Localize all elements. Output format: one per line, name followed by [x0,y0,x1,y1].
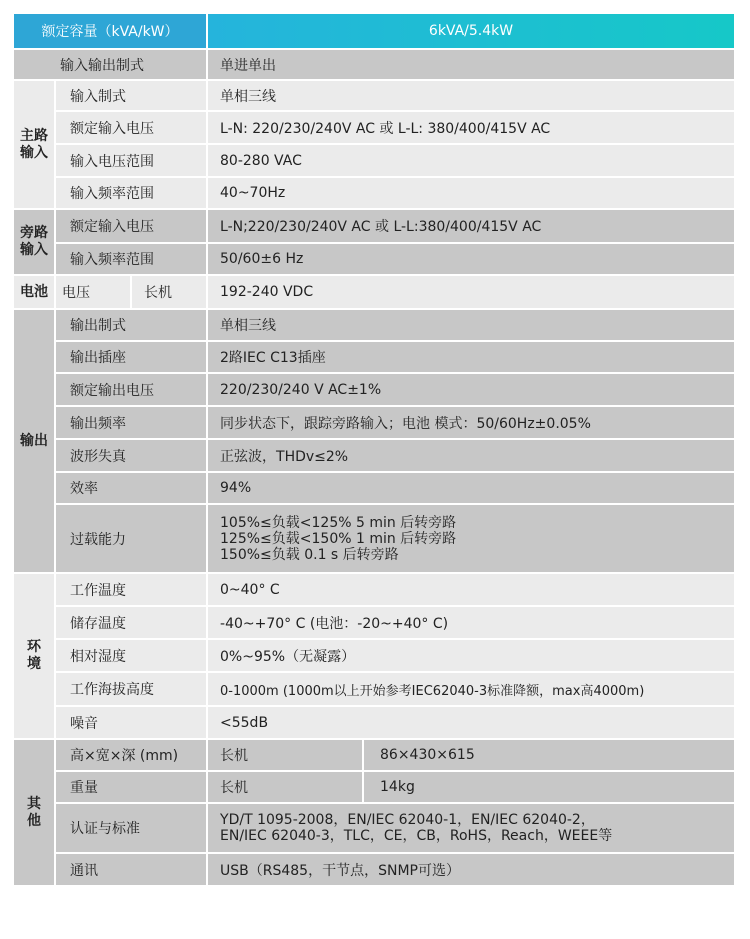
spec-value: 220/230/240 V AC±1% [208,374,734,407]
other-group [14,740,56,887]
spec-value: 正弦波，THDv≤2% [208,440,734,473]
table-row [14,178,734,210]
spec-label: 额定输入电压 [56,210,208,244]
bypass-input-group-label: 旁路输入 [20,225,48,258]
spec-label: 重量 [56,772,208,804]
spec-label: 噪音 [56,707,208,740]
spec-label: 工作海拔高度 [56,673,208,707]
spec-value: 2路IEC C13插座 [208,342,734,374]
spec-value: <55dB [208,707,734,740]
table-row [14,244,734,276]
spec-label: 高×宽×深 (mm) [56,740,208,772]
table-row [14,145,734,178]
table-row [14,81,734,112]
spec-value: 86×430×615 [364,740,734,772]
spec-label: 效率 [56,473,208,505]
spec-value: 单相三线 [208,310,734,342]
table-row [14,772,734,804]
table-row [14,673,734,707]
certification-line: EN/IEC 62040-3，TLC，CE，CB，RoHS，Reach，WEEE等 [220,828,613,844]
spec-label: 输出制式 [56,310,208,342]
overload-value [208,505,734,574]
spec-label: 额定输入电压 [56,112,208,145]
spec-value: 40~70Hz [208,178,734,210]
table-row [14,112,734,145]
table-row [14,310,734,342]
io-mode-value: 单进单出 [208,50,734,81]
spec-label: 工作温度 [56,574,208,607]
table-row [14,50,734,81]
spec-label: 过载能力 [56,505,208,574]
spec-value: 0-1000m (1000m以上开始参考IEC62040-3标准降额，max高4000m) [208,673,734,707]
spec-label: 相对湿度 [56,640,208,673]
spec-value: L-N;220/230/240V AC 或 L-L:380/400/415V AC [208,210,734,244]
main-input-group-label: 主路输入 [20,127,48,161]
spec-value: 94% [208,473,734,505]
rated-capacity-label: 额定容量（kVA/kW） [14,14,208,50]
spec-label: 波形失真 [56,440,208,473]
spec-sublabel: 长机 [208,740,364,772]
overload-line: 150%≤负载 0.1 s 后转旁路 [220,546,399,563]
spec-table [14,14,734,887]
table-row [14,210,734,244]
spec-label: 电压 [56,276,132,310]
spec-label: 输入频率范围 [56,178,208,210]
table-row [14,640,734,673]
certification-line: YD/T 1095-2008，EN/IEC 62040-1，EN/IEC 62040-2， [220,812,595,828]
spec-value: 50/60±6 Hz [208,244,734,276]
header-row [14,14,734,50]
spec-label: 输入频率范围 [56,244,208,276]
spec-label: 额定输出电压 [56,374,208,407]
spec-value: 单相三线 [208,81,734,112]
overload-line: 105%≤负载<125% 5 min 后转旁路 [220,514,457,531]
table-row [14,607,734,640]
spec-value: USB（RS485，干节点，SNMP可选） [208,854,734,887]
spec-sublabel: 长机 [132,276,208,310]
spec-value: -40~+70° C (电池：-20~+40° C) [208,607,734,640]
table-row [14,854,734,887]
environment-group-label: 环境 [27,639,41,672]
bypass-input-group [14,210,56,276]
battery-group: 电池 [14,276,56,310]
spec-sublabel: 长机 [208,772,364,804]
table-row [14,804,734,854]
table-row [14,505,734,574]
table-row [14,473,734,505]
table-row [14,440,734,473]
main-input-group [14,81,56,210]
spec-label: 输出插座 [56,342,208,374]
spec-value: 80-280 VAC [208,145,734,178]
environment-group [14,574,56,740]
spec-label: 输入制式 [56,81,208,112]
overload-line: 125%≤负载<150% 1 min 后转旁路 [220,530,457,547]
table-row [14,342,734,374]
table-row [14,374,734,407]
spec-label: 输出频率 [56,407,208,440]
io-mode-label: 输入输出制式 [14,50,208,81]
spec-value: 同步状态下，跟踪旁路输入；电池 模式：50/60Hz±0.05% [208,407,734,440]
table-row [14,276,734,310]
spec-value: 0~40° C [208,574,734,607]
spec-value: 192-240 VDC [208,276,734,310]
table-row [14,407,734,440]
certification-value [208,804,734,854]
output-group: 输出 [14,310,56,574]
spec-value: 14kg [364,772,734,804]
spec-label: 认证与标准 [56,804,208,854]
rated-capacity-value: 6kVA/5.4kW [208,14,734,50]
other-group-label: 其他 [27,795,41,829]
spec-label: 通讯 [56,854,208,887]
spec-value: 0%~95%（无凝露） [208,640,734,673]
table-row [14,574,734,607]
spec-label: 储存温度 [56,607,208,640]
table-row [14,707,734,740]
spec-label: 输入电压范围 [56,145,208,178]
table-row [14,740,734,772]
spec-value: L-N: 220/230/240V AC 或 L-L: 380/400/415V AC [208,112,734,145]
